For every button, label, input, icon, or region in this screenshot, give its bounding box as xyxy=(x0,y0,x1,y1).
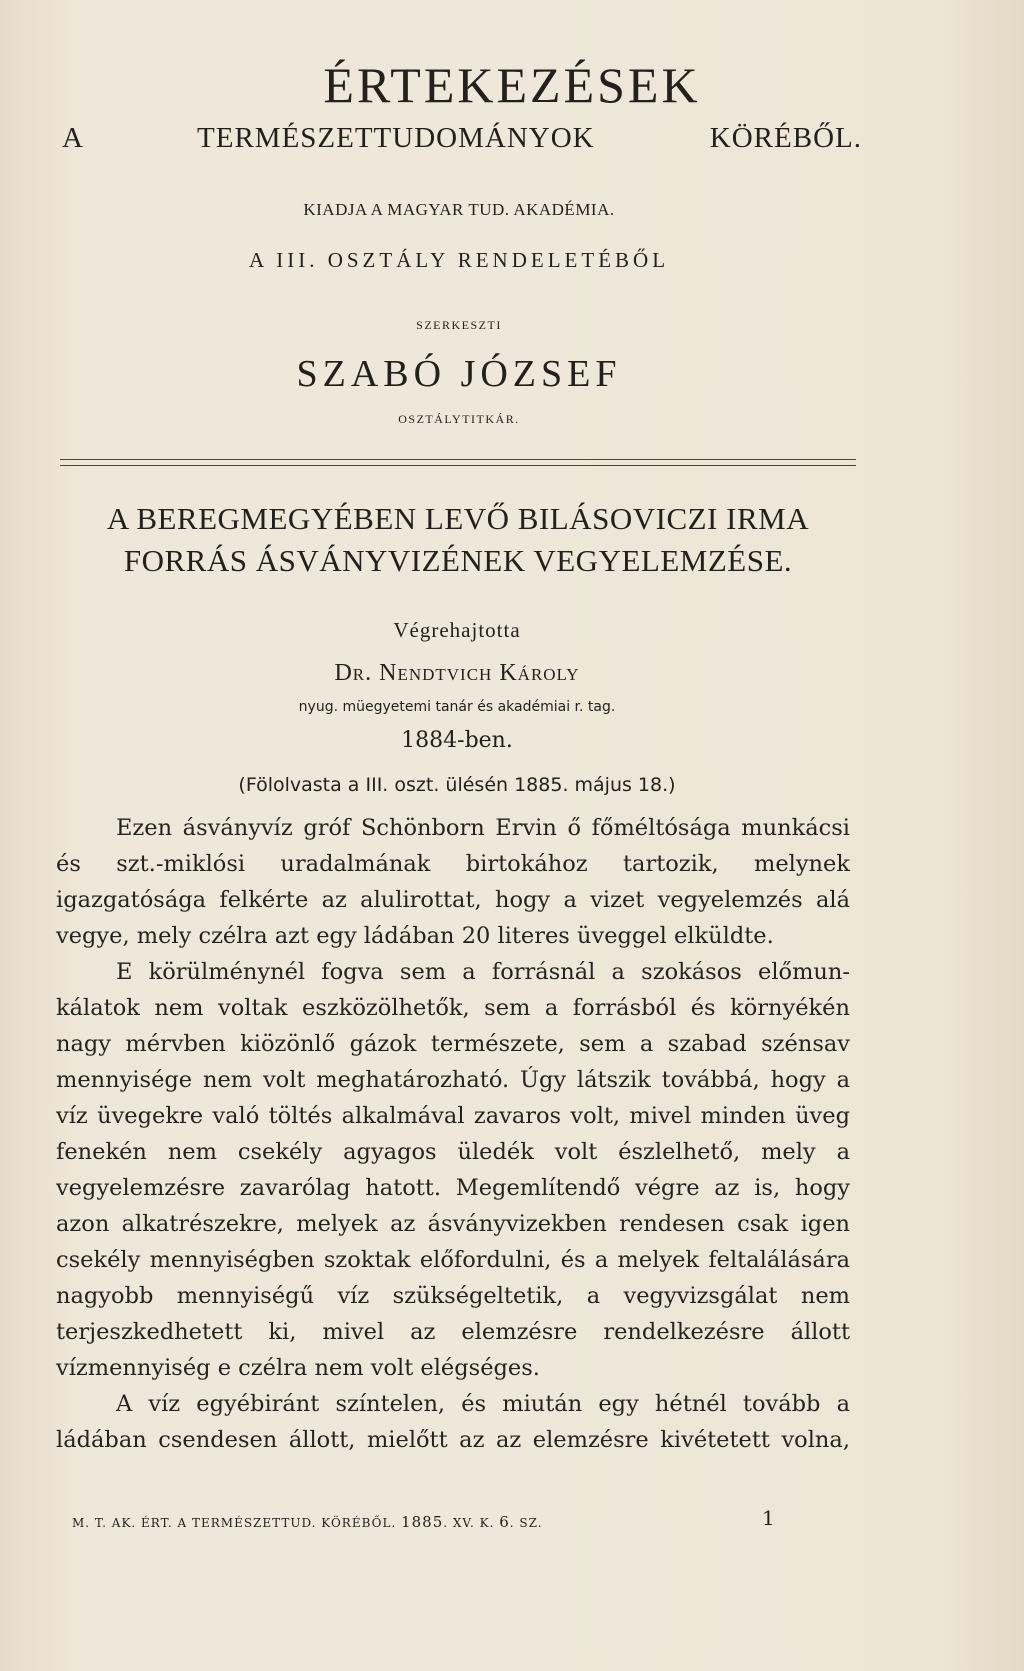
class-line: A III. OSZTÁLY RENDELETÉBŐL xyxy=(248,248,670,272)
author-role: nyug. müegyetemi tanár és akadémiai r. tag. xyxy=(298,699,616,715)
editor-role: OSZTÁLYTITKÁR. xyxy=(398,412,520,426)
editor-label: SZERKESZTI xyxy=(416,318,502,332)
editor-name: SZABÓ JÓZSEF xyxy=(296,353,622,395)
paragraph: E körülménynél fogva sem a forrásnál a szokásos előmunkálatok nem voltak eszközölhetők, sem a forrásból és környékén nagy mérvben kiözönlő gázok természete, sem a szabad szénsav mennyisége nem volt meghatározható. Úgy látszik továbbá, hogy a víz üvegekre való töltés alkalmával zavaros volt, mivel minden üveg fenekén nem csekély agyagos üledék volt észlelhető, mely a vegyelemzésre zavarólag hatott. Megemlítendő végre az is, hogy azon alkatrészekre, melyek az ásványvizekben rendesen csak igen csekély mennyiségben szoktak előfordulni, és a melyek feltalálására nagyobb mennyiségű víz szükségeltetik, a vegyvizsgálat nem terjeszkedhetett ki, mivel az elemzésre rendelkezésre állott vízmennyiség e czélra nem volt elégséges. xyxy=(56,959,850,1381)
series-title: ÉRTEKEZÉSEK xyxy=(323,57,701,113)
footer-running-text: M. T. AK. ÉRT. A TERMÉSZETTUD. KÖRÉBŐL. xyxy=(72,1516,402,1530)
divider-rule xyxy=(60,465,856,466)
article-title xyxy=(60,498,856,582)
footer-volume: . XV. K. xyxy=(443,1516,500,1530)
body-text xyxy=(56,810,850,1458)
footer-issue: 6 xyxy=(499,1513,510,1531)
footer-sz: . SZ. xyxy=(509,1516,543,1530)
author-name: Dr. Nendtvich Károly xyxy=(334,660,580,686)
paragraph: A víz egyébiránt színtelen, és miután egy hétnél tovább a ládában csendesen állott, mielőtt az az elemzésre kivétetett volna, xyxy=(56,1391,850,1453)
divider-rule xyxy=(60,459,856,460)
page-number: 1 xyxy=(762,1506,775,1530)
paragraph: Ezen ásványvíz gróf Schönborn Ervin ő főméltósága munkácsi és szt.-miklósi uradalmának birtokához tartozik, melynek igazgatósága felkérte az alulirottat, hogy a vizet vegyelemzés alá vegye, mely czélra azt egy ládában 20 literes üveggel elküldte. xyxy=(56,815,850,949)
performed-by: Végrehajtotta xyxy=(393,618,521,642)
read-note: (Fölolvasta a III. oszt. ülésén 1885. május 18.) xyxy=(238,774,676,796)
article-title-line: FORRÁS ÁSVÁNYVIZÉNEK VEGYELEMZÉSE. xyxy=(123,543,793,578)
series-subtitle: A TERMÉSZETTUDOMÁNYOK KÖRÉBŐL. xyxy=(62,122,862,154)
publisher-line: KIADJA A MAGYAR TUD. AKADÉMIA. xyxy=(303,200,615,219)
year-line: 1884-ben. xyxy=(401,728,513,753)
article-title-line: A BEREGMEGYÉBEN LEVŐ BILÁSOVICZI IRMA xyxy=(106,501,810,536)
footer-citation xyxy=(72,1513,543,1531)
footer-year: 1885 xyxy=(401,1513,444,1531)
